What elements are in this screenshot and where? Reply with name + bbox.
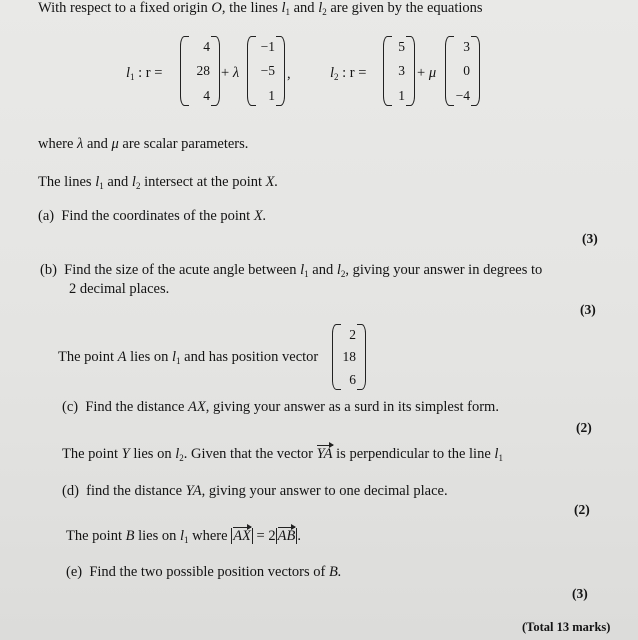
intersect-line bbox=[38, 174, 278, 191]
line-sub-1: 1 bbox=[498, 453, 503, 463]
l1-point-vector bbox=[188, 40, 210, 102]
intro-and: and bbox=[293, 0, 315, 16]
l1-point-paren-right bbox=[211, 36, 220, 106]
vector-entry: −1 bbox=[260, 39, 275, 54]
intro-text-3: are given by the equations bbox=[330, 0, 483, 16]
point-x-symbol: X. bbox=[265, 174, 279, 190]
ax-symbol: AX bbox=[188, 399, 206, 415]
lines-text: The lines bbox=[38, 174, 92, 190]
l2-point-vector bbox=[391, 40, 405, 102]
point-a-text-3: and has position vector bbox=[184, 349, 319, 365]
l1-dir-paren-right bbox=[276, 36, 285, 106]
part-e-label: (e) bbox=[66, 564, 83, 580]
part-c-marks: (2) bbox=[576, 420, 592, 435]
part-b-text-2: , giving your answer in degrees to bbox=[345, 262, 543, 278]
line-symbol: l bbox=[171, 349, 177, 365]
l2-name: l bbox=[330, 65, 335, 81]
plus-sign: + bbox=[221, 65, 230, 81]
intro-text-1: With respect to a fixed origin bbox=[38, 0, 208, 16]
line-symbol: l bbox=[336, 262, 341, 278]
point-y-text-3: . Given that the vector bbox=[183, 446, 313, 462]
l2-plus-mu bbox=[417, 65, 436, 82]
vector-entry: 3 bbox=[463, 39, 470, 54]
point-a-symbol: A bbox=[117, 349, 127, 365]
part-b-line-1 bbox=[40, 262, 542, 279]
vector-entry: 3 bbox=[398, 63, 405, 79]
ya-symbol: YA bbox=[185, 483, 202, 499]
line-sub-1: 1 bbox=[176, 356, 181, 366]
ab-magnitude bbox=[276, 528, 298, 544]
vector-entry: 18 bbox=[342, 349, 356, 365]
point-a-line bbox=[58, 349, 318, 366]
point-b-symbol: B. bbox=[328, 564, 342, 580]
l2-direction-vector bbox=[450, 40, 470, 102]
point-b-text-2: lies on bbox=[138, 528, 177, 544]
line-sub-2: 2 bbox=[322, 7, 327, 17]
line-sub-2: 2 bbox=[135, 181, 141, 191]
mu-symbol: μ bbox=[428, 65, 437, 81]
l1-plus-lambda bbox=[221, 65, 239, 82]
l2-label bbox=[330, 65, 366, 82]
line-sub-1: 1 bbox=[285, 7, 290, 17]
ax-vector-symbol: AX bbox=[233, 528, 251, 544]
line-symbol: l bbox=[175, 446, 180, 462]
and-text: and bbox=[312, 262, 334, 278]
ya-vector-symbol: YA bbox=[316, 446, 333, 462]
part-e bbox=[66, 564, 341, 581]
l1-lhs: : r = bbox=[138, 65, 163, 81]
part-b-label: (b) bbox=[40, 262, 57, 278]
vector-entry: 5 bbox=[398, 39, 405, 54]
and-text: and bbox=[86, 136, 108, 152]
l2-dir-paren-right bbox=[471, 36, 480, 106]
part-b-line-2: 2 decimal places. bbox=[69, 281, 170, 297]
part-d-label: (d) bbox=[62, 483, 79, 499]
intersect-text: intersect at the point bbox=[144, 174, 263, 190]
point-b-text-3: where bbox=[192, 528, 228, 544]
a-vector-paren-right bbox=[357, 324, 366, 390]
ax-magnitude bbox=[231, 528, 253, 544]
point-x-symbol: X. bbox=[253, 208, 267, 224]
point-b-end: . bbox=[297, 528, 301, 544]
point-y-text-2: lies on bbox=[133, 446, 172, 462]
vector-entry: 1 bbox=[398, 87, 405, 103]
and-text: and bbox=[107, 174, 129, 190]
part-c-text-1: Find the distance bbox=[85, 399, 185, 415]
l1-sub: 1 bbox=[130, 72, 135, 82]
part-e-text-1: Find the two possible position vectors of bbox=[89, 564, 326, 580]
line-sub-1: 1 bbox=[99, 181, 104, 191]
point-b-line bbox=[66, 528, 301, 545]
point-y-line bbox=[62, 446, 503, 463]
line-sub-1: 1 bbox=[184, 535, 189, 545]
vector-entry: 28 bbox=[196, 63, 210, 79]
mu-symbol: μ bbox=[111, 136, 119, 152]
equals-two: = 2 bbox=[256, 528, 276, 544]
vector-entry: 0 bbox=[463, 63, 470, 79]
l2-point-paren-right bbox=[406, 36, 415, 106]
total-marks: (Total 13 marks) bbox=[522, 620, 611, 634]
line-sub-1: 1 bbox=[304, 269, 309, 279]
line-sub-2: 2 bbox=[179, 453, 184, 463]
line-symbol: l bbox=[179, 528, 185, 544]
l2-lhs: : r = bbox=[342, 65, 367, 81]
vector-entry: −4 bbox=[455, 87, 470, 103]
part-a-marks: (3) bbox=[582, 231, 598, 246]
part-c-text-2: , giving your answer as a surd in its simplest form. bbox=[205, 399, 499, 415]
part-d-text-1: find the distance bbox=[86, 483, 183, 499]
part-d-marks: (2) bbox=[574, 502, 590, 517]
plus-sign: + bbox=[417, 65, 426, 81]
scalar-text: are scalar parameters. bbox=[122, 136, 249, 152]
ab-vector-symbol: AB bbox=[277, 528, 296, 544]
point-a-text-1: The point bbox=[58, 349, 114, 365]
vector-entry: −5 bbox=[260, 63, 275, 79]
line-symbol: l bbox=[318, 0, 323, 16]
point-a-text-2: lies on bbox=[130, 349, 169, 365]
vector-entry: 4 bbox=[203, 87, 210, 103]
lambda-symbol: λ bbox=[232, 65, 240, 81]
point-b-symbol: B bbox=[125, 528, 135, 544]
vector-entry: 2 bbox=[349, 327, 356, 342]
l2-sub: 2 bbox=[334, 72, 339, 82]
part-c-label: (c) bbox=[62, 399, 79, 415]
line-sub-2: 2 bbox=[340, 269, 346, 279]
line-symbol: l bbox=[281, 0, 286, 16]
point-y-text-1: The point bbox=[62, 446, 118, 462]
origin-symbol: O bbox=[211, 0, 222, 16]
lambda-symbol: λ bbox=[77, 136, 84, 152]
part-b-text-1: Find the size of the acute angle between bbox=[64, 262, 297, 278]
line-symbol: l bbox=[494, 446, 499, 462]
vector-entry: 1 bbox=[268, 87, 275, 103]
line-symbol: l bbox=[131, 174, 136, 190]
line-symbol: l bbox=[300, 262, 305, 278]
l1-label bbox=[126, 65, 162, 82]
l1-name: l bbox=[126, 65, 131, 81]
line-symbol: l bbox=[95, 174, 100, 190]
l1-direction-vector bbox=[253, 40, 275, 102]
part-e-marks: (3) bbox=[572, 586, 588, 601]
where-line bbox=[38, 136, 248, 153]
part-c bbox=[62, 399, 499, 416]
part-a-label: (a) bbox=[38, 208, 55, 224]
part-a-text: Find the coordinates of the point bbox=[61, 208, 251, 224]
intro-text-2: , the lines bbox=[221, 0, 278, 16]
where-text: where bbox=[38, 136, 74, 152]
part-a bbox=[38, 208, 266, 225]
part-d bbox=[62, 483, 448, 500]
l1-comma: , bbox=[287, 66, 291, 82]
intro-line bbox=[38, 0, 483, 17]
a-position-vector bbox=[338, 328, 356, 386]
point-y-symbol: Y bbox=[121, 446, 130, 462]
point-b-text-1: The point bbox=[66, 528, 122, 544]
vector-entry: 6 bbox=[349, 371, 356, 387]
part-b-marks: (3) bbox=[580, 302, 596, 317]
point-y-text-4: is perpendicular to the line bbox=[336, 446, 491, 462]
part-d-text-2: , giving your answer to one decimal place. bbox=[201, 483, 448, 499]
vector-entry: 4 bbox=[203, 39, 210, 54]
